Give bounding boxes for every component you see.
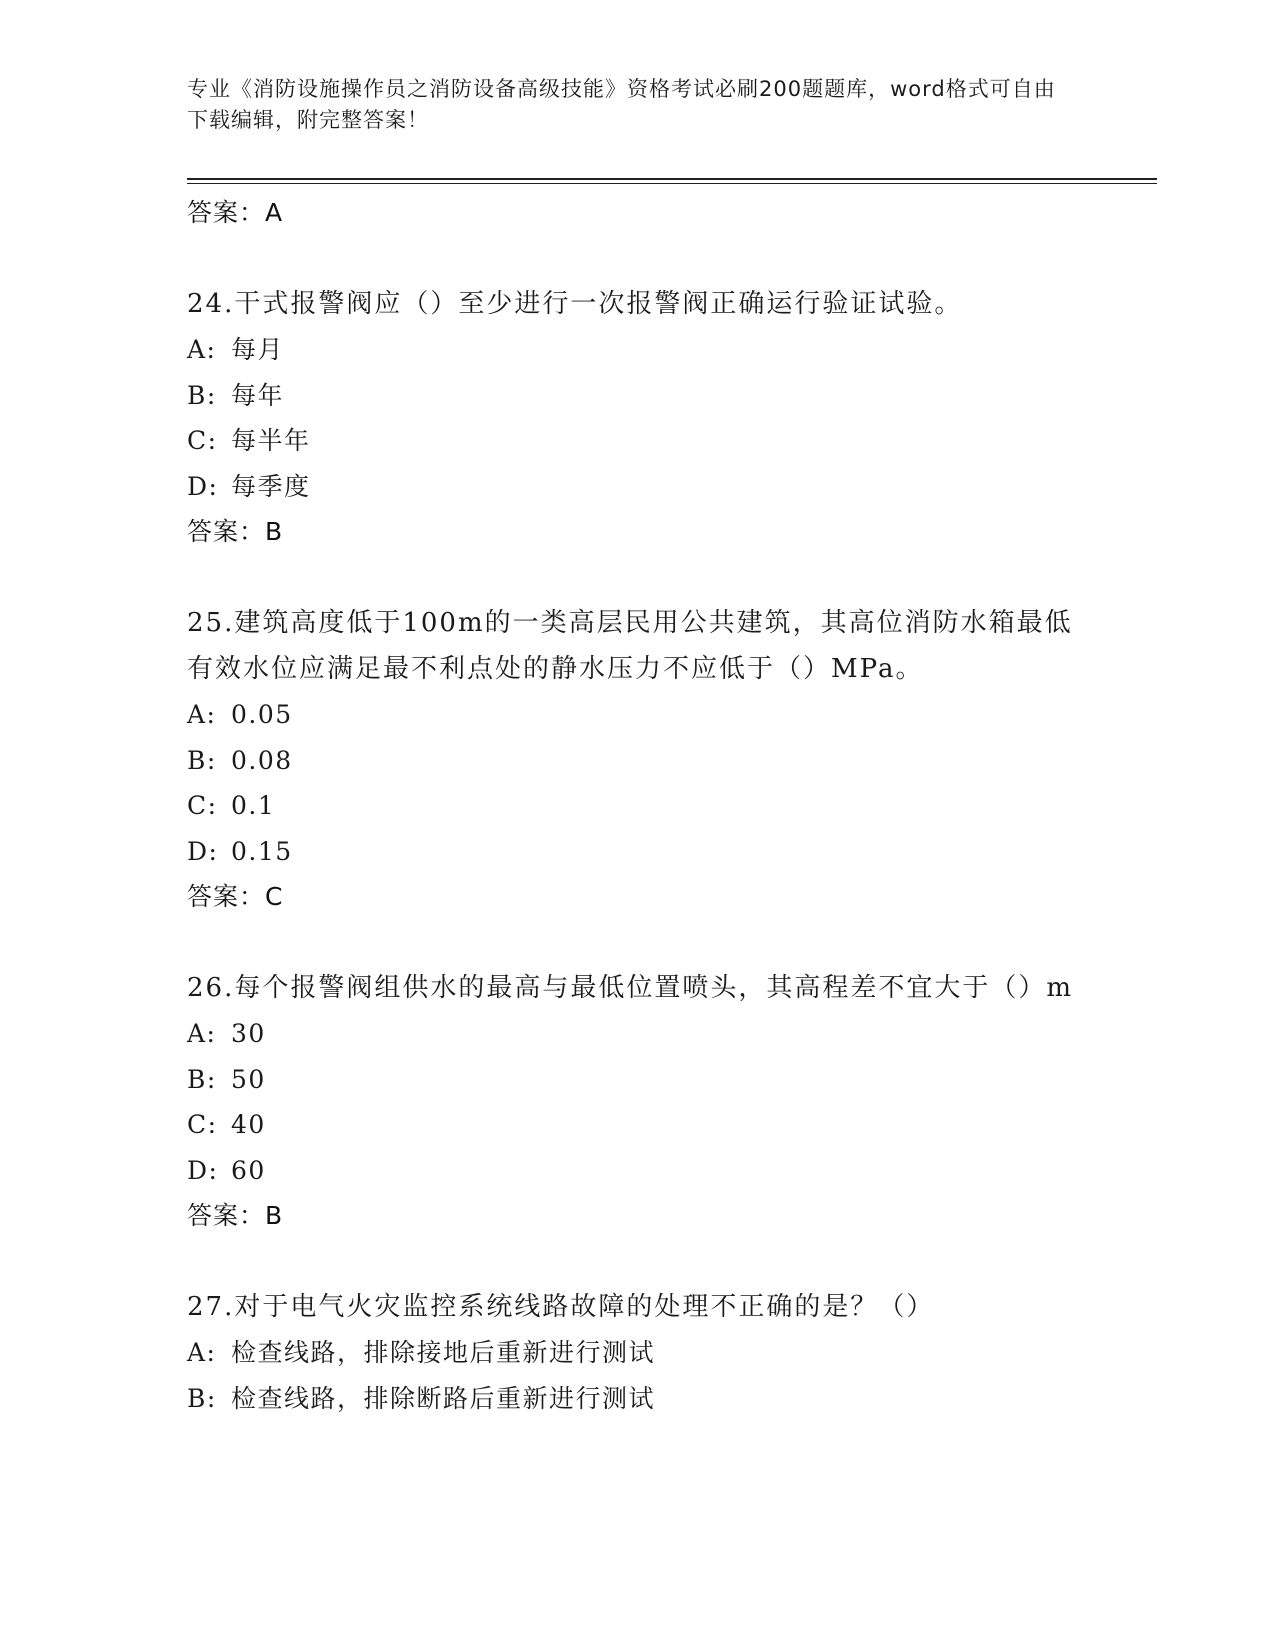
- option-d: D: 0.15: [187, 836, 293, 866]
- option-a: A: 0.05: [187, 700, 293, 729]
- option-d: D: 每季度: [187, 471, 311, 501]
- question-block-27: [187, 1284, 1087, 1421]
- header-divider-thin: [187, 183, 1157, 184]
- question-text: 25.建筑高度低于100m的一类高层民用公共建筑，其高位消防水箱最低有效水位应满足最不利点处的静水压力不应低于（）MPa。: [187, 608, 1073, 684]
- option-c: C: 0.1: [187, 791, 276, 820]
- question-text: 26.每个报警阀组供水的最高与最低位置喷头，其高程差不宜大于（）m: [187, 973, 1074, 1003]
- answer-line: 答案：C: [187, 882, 284, 911]
- header-divider: [187, 178, 1157, 180]
- question-text: 27.对于电气火灾监控系统线路故障的处理不正确的是？（）: [187, 1292, 935, 1322]
- answer-line: 答案：A: [187, 198, 284, 227]
- option-b: B: 检查线路，排除断路后重新进行测试: [187, 1383, 656, 1413]
- answer-line: 答案：B: [187, 517, 284, 546]
- option-a: A: 30: [187, 1019, 266, 1048]
- option-c: C: 每半年: [187, 426, 311, 455]
- option-d: D: 60: [187, 1155, 266, 1185]
- question-block-25: [187, 600, 1087, 919]
- option-b: B: 每年: [187, 380, 285, 410]
- header-note: 专业《消防设施操作员之消防设备高级技能》资格考试必刷200题题库，word格式可自由下载编辑，附完整答案！: [187, 77, 1056, 132]
- option-a: A: 每月: [187, 335, 285, 364]
- question-block-26: [187, 965, 1087, 1238]
- question-list: [187, 190, 1087, 1421]
- question-text: 24.干式报警阀应（）至少进行一次报警阀正确运行验证试验。: [187, 289, 963, 319]
- option-b: B: 0.08: [187, 745, 293, 775]
- option-b: B: 50: [187, 1064, 266, 1094]
- question-block-24: [187, 281, 1087, 554]
- option-c: C: 40: [187, 1110, 266, 1139]
- answer-line: 答案：B: [187, 1201, 284, 1230]
- option-a: A: 检查线路，排除接地后重新进行测试: [187, 1338, 656, 1367]
